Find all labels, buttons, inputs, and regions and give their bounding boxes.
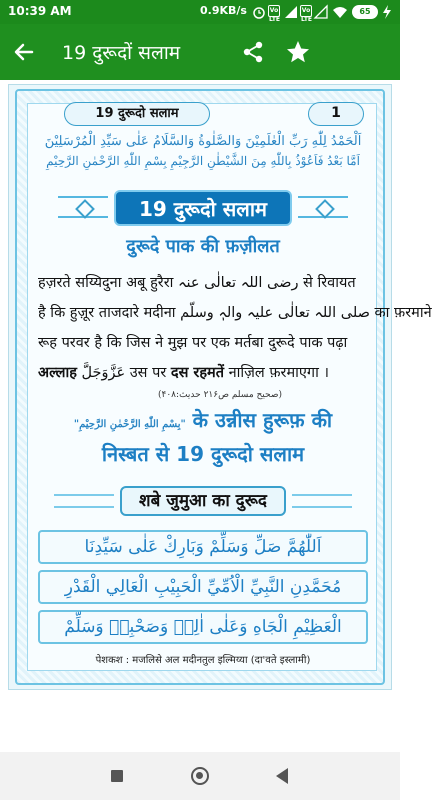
banner-ornament-right xyxy=(298,196,348,218)
arabic-taawwuz-line: اَمَّا بَعْدُ فَاَعُوْذُ بِاللّٰهِ مِنَ الشَّيْطٰنِ الرَّجِيْمِ بِسْمِ اللّٰهِ الرَّحْمٰنِ الرَّحِيْمِ xyxy=(46,154,360,168)
bismillah-text: "بِسْمِ اللّٰهِ الرَّحْمٰنِ الرَّحِيْمِ" xyxy=(73,419,186,430)
home-circle-icon[interactable] xyxy=(191,767,209,785)
arrow-back-icon[interactable] xyxy=(10,38,38,66)
net-speed: 0.9KB/s xyxy=(200,4,247,17)
durood-line-box: اَللّٰهُمَّ صَلِّ وَسَلِّمْ وَبَارِكْ عَلٰى سَيِّدِنَا xyxy=(38,530,368,564)
back-triangle-icon[interactable] xyxy=(276,768,288,784)
body-line-part: عَزَّوَجَلَّ उस पर xyxy=(76,365,171,381)
body-line-part: नाज़िल फ़रमाएगा । xyxy=(224,365,329,381)
title-banner: 19 दुरूदो सलाम xyxy=(114,190,292,226)
charging-icon xyxy=(382,5,392,19)
app-title: 19 दुरूदों सलाम xyxy=(62,42,181,64)
section-ornament-left xyxy=(54,494,114,508)
share-icon[interactable] xyxy=(240,39,266,65)
battery-icon: 65 xyxy=(352,5,378,19)
alarm-icon xyxy=(252,5,266,19)
section-ornament-right xyxy=(292,494,352,508)
page-footer: पेशकश : मजलिसे अल मदीनतुल इल्मिय्या (दा'वते इस्लामी) xyxy=(95,655,311,666)
big-heading-line2: निस्बत से 19 दुरूदो सलाम xyxy=(101,442,305,466)
hadith-reference: (صحیح مسلم ص۲۱۶ حدیث:۴۰۸) xyxy=(158,390,282,400)
status-bar xyxy=(0,0,400,24)
big-heading-text: के उन्नीस हुरूफ़ की xyxy=(185,408,333,432)
status-time: 10:39 AM xyxy=(8,4,72,18)
section-title: शबे जुमुआ का दुरूद xyxy=(120,486,286,516)
body-line: हज़रते सय्यिदुना अबू हुरैरा رضی اللہ تعالٰی عنہ से रिवायत xyxy=(38,275,356,291)
page-number: 1 xyxy=(308,102,364,126)
big-heading-line1 xyxy=(28,406,378,433)
durood-line-box: الْعَظِيْمِ الْجَاهِ وَعَلٰى اٰلِهٖ وَصَحْبِهٖ وَسَلِّمْ xyxy=(38,610,368,644)
page-frame xyxy=(15,89,432,685)
star-icon[interactable] xyxy=(284,38,312,66)
allah-word: अल्लाह xyxy=(38,365,77,381)
body-line: रूह परवर है कि जिस ने मुझ पर एक मर्तबा दुरूदे पाक पढ़ा xyxy=(38,335,348,351)
durood-line-box: مُحَمَّدِنِ النَّبِيِّ الْاُمِّيِّ الْحَبِيْبِ الْعَالِي الْقَدْرِ xyxy=(38,570,368,604)
page-header-label: 19 दुरूदो सलाम xyxy=(64,102,210,126)
wifi-icon xyxy=(332,5,348,19)
body-line: है कि हुज़ूर ताजदारे मदीना صلی اللہ تعالٰی علیہ والہٖ وسلّم का फ़रमाने xyxy=(38,305,432,321)
volte1-icon: Vo LTE xyxy=(269,7,281,23)
signal2-icon xyxy=(314,5,328,19)
das-rahmatein: दस रहमतें xyxy=(170,365,224,381)
app-bar xyxy=(0,24,400,80)
body-line xyxy=(38,362,370,382)
system-nav-bar xyxy=(0,752,400,800)
page-inner xyxy=(27,103,432,671)
recents-square-icon[interactable] xyxy=(111,770,123,782)
signal1-icon xyxy=(284,5,298,19)
volte2-icon: Vo LTE xyxy=(301,7,313,23)
banner-ornament-left xyxy=(58,196,108,218)
fazilat-heading: दुरूदे पाक की फ़ज़ीलत xyxy=(126,236,280,257)
durood-page-image[interactable] xyxy=(8,84,432,690)
arabic-hamd-line: اَلْحَمْدُ لِلّٰهِ رَبِّ الْعٰلَمِيْنَ وَالصَّلٰوةُ وَالسَّلَامُ عَلٰى سَيِّدِ الْمُرْسَلِيْنَ xyxy=(44,134,362,149)
